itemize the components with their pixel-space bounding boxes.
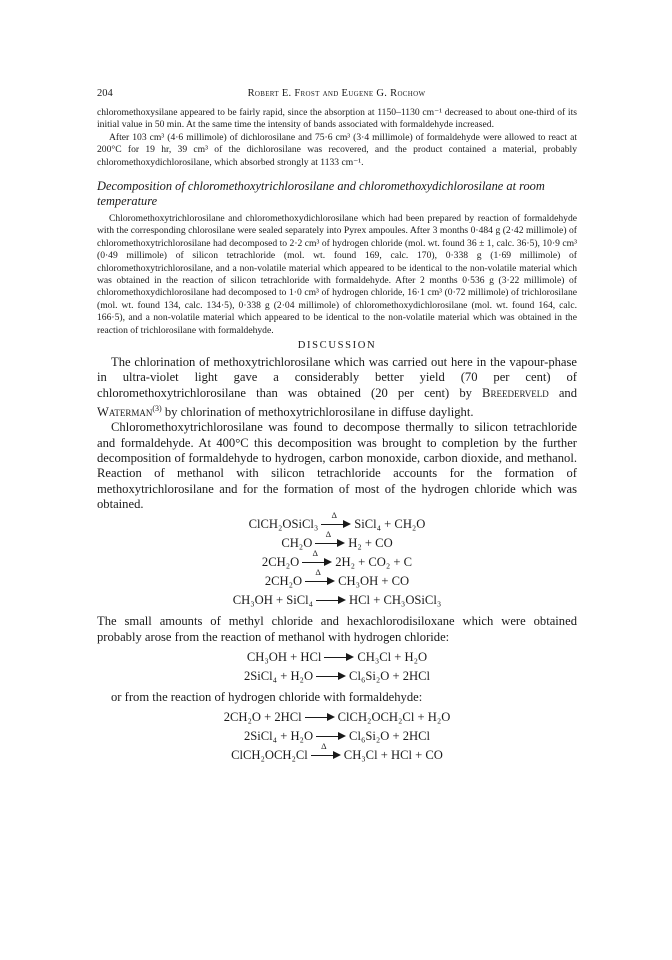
paragraph-dichlorosilane: After 103 cm³ (4·6 millimole) of dichlorosilane and 75·6 cm³ (3·4 millimole) of formaldehyde were allowed to react at 200°C for 19 hr, 39 cm³ of the dichlorosilane was recovered, and the product contained a material, probably chloromethoxydichlorosilane, which absorbed strongly at 1133 cm⁻¹. <box>97 131 577 168</box>
reaction-arrow <box>305 567 335 587</box>
equation-products: CH₃Cl + HCl + CO <box>343 748 443 763</box>
equation-reactants: 2CH₂O <box>261 555 300 570</box>
equation-reactants: 2SiCl₄ + H₂O <box>243 668 314 683</box>
chemical-equation <box>97 529 577 553</box>
equation-reactants: 2CH₂O <box>264 574 303 589</box>
paragraph-chlorination-start: The chlorination of methoxytrichlorosilane which was carried out here in the vapour-phase in ultra-violet light gave a considerably better yield (70 per cent) of chloromethoxytrichlorosilane than was obtained (20 per cent) by <box>97 355 577 400</box>
chemical-equation <box>97 727 577 746</box>
page-header <box>97 88 576 104</box>
author-breederveld: Breederveld <box>482 385 549 400</box>
paragraph-chlorination-end: by chlorination of methoxytrichlorosilane in diffuse daylight. <box>161 405 474 420</box>
equation-products: SiCl₄ + CH₂O <box>354 517 426 532</box>
equation-group-2 <box>97 648 577 686</box>
equation-reactants: ClCH₂OSiCl₃ <box>248 517 319 532</box>
paragraph-decomposition: Chloromethoxytrichlorosilane and chloromethoxydichlorosilane which had been prepared by reaction of formaldehyde with the corresponding chlorosilane were sealed separately into Pyrex ampoules. After 3 months 0·484 g (2·42 millimole) of chloromethoxytrichlorosilane had decomposed to 2·2 cm³ of hydrogen chloride (mol. wt. found 36 ± 1, calc. 36·5), 10·9 cm³ (0·49 millimole) of silicon tetrachloride (mol. wt. found 169, calc. 170), 0·338 g (1·69 millimole) of chloromethoxytrichlorosilane, and a non-volatile material which appeared to be identical to the non-volatile material which was obtained in the reaction of silicon tetrachloride with formaldehyde. After 2 months 0·536 g (3·22 millimole) of chloromethoxydichlorosilane had decomposed to 1·0 cm³ of hydrogen chloride, 16·1 cm³ (0·72 millimole) of trichlorosilane (mol. wt. found 134, calc. 134·5), 0·338 g (2·04 millimole) of chloromethoxydichlorosilane (mol. wt. found 164, calc. 166·5), and a non-volatile material which appeared to be identical to the non-volatile material which was obtained in the reaction of trichlorosilane with formaldehyde. <box>97 213 577 336</box>
heat-symbol: Δ <box>321 741 327 752</box>
heat-symbol: Δ <box>315 567 321 578</box>
equation-reactants: ClCH₂OCH₂Cl <box>231 748 308 763</box>
equation-reactants: 2CH₂O + 2HCl <box>223 710 302 725</box>
paragraph-thermal-decomposition: Chloromethoxytrichlorosilane was found to decompose thermally to silicon tetrachloride and formaldehyde. At 400°C this decomposition was brought to completion by the further decomposition of formaldehyde to hydrogen, carbon monoxide, carbon dioxide, and methanol. Reaction of methanol with silicon tetrachloride accounts for the formation of methoxytrichlorosilane and for the formation of most of the hydrogen chloride which was obtained. <box>97 420 577 511</box>
heat-symbol: Δ <box>312 548 318 559</box>
page-number: 204 <box>97 88 113 99</box>
discussion-heading: DISCUSSION <box>297 340 377 352</box>
equation-products: H₂ + CO <box>348 536 393 551</box>
body-text <box>97 107 577 769</box>
paragraph-methyl-chloride: The small amounts of methyl chloride and hexachlorodisiloxane which were obtained probably arose from the reaction of methanol with hydrogen chloride: <box>97 614 577 644</box>
equation-group-1 <box>97 510 577 610</box>
equation-reactants: 2SiCl₄ + H₂O <box>243 729 314 744</box>
equation-products: CH₃OH + CO <box>338 574 410 589</box>
reaction-arrow <box>311 741 341 761</box>
equation-products: 2H₂ + CO₂ + C <box>335 555 413 570</box>
equation-reactants: CH₃OH + HCl <box>246 649 322 664</box>
chemical-equation <box>97 708 577 727</box>
chemical-equation <box>97 548 577 572</box>
chemical-equation <box>97 741 577 765</box>
reaction-arrow <box>316 672 346 682</box>
reaction-arrow <box>324 653 354 663</box>
chemical-equation <box>97 648 577 667</box>
equation-group-3 <box>97 708 577 765</box>
equation-products: CH₃Cl + H₂O <box>357 649 428 664</box>
equation-products: Cl₆Si₂O + 2HCl <box>349 668 431 683</box>
paragraph-chlorination <box>97 355 577 420</box>
reference-marker: (3) <box>152 403 162 413</box>
reaction-arrow <box>316 596 346 606</box>
paragraph-hydrogen-chloride: or from the reaction of hydrogen chloride with formaldehyde: <box>111 689 423 704</box>
chemical-equation <box>97 667 577 686</box>
equation-reactants: CH₃OH + SiCl₄ <box>232 593 314 608</box>
author-waterman: Waterman <box>97 405 153 420</box>
equation-products: ClCH₂OCH₂Cl + H₂O <box>337 710 451 725</box>
running-head: Robert E. Frost and Eugene G. Rochow <box>247 88 426 99</box>
section-subheading: Decomposition of chloromethoxytrichlorosilane and chloromethoxydichlorosilane at room temperature <box>97 179 545 209</box>
heat-symbol: Δ <box>331 510 337 521</box>
reaction-arrow <box>305 713 335 723</box>
paragraph-continued: chloromethoxysilane appeared to be fairly rapid, since the absorption at 1150–1130 cm⁻¹ decreased to about one-third of its initial value in 50 min. At the same time the intensity of bands associated with formaldehyde increased. <box>97 107 577 131</box>
chemical-equation <box>97 567 577 591</box>
chemical-equation <box>97 591 577 610</box>
equation-reactants: CH₂O <box>281 536 313 551</box>
equation-products: Cl₆Si₂O + 2HCl <box>349 729 431 744</box>
equation-products: HCl + CH₃OSiCl₃ <box>349 593 442 608</box>
paragraph-chlorination-and: and <box>548 385 578 400</box>
heat-symbol: Δ <box>325 529 332 540</box>
